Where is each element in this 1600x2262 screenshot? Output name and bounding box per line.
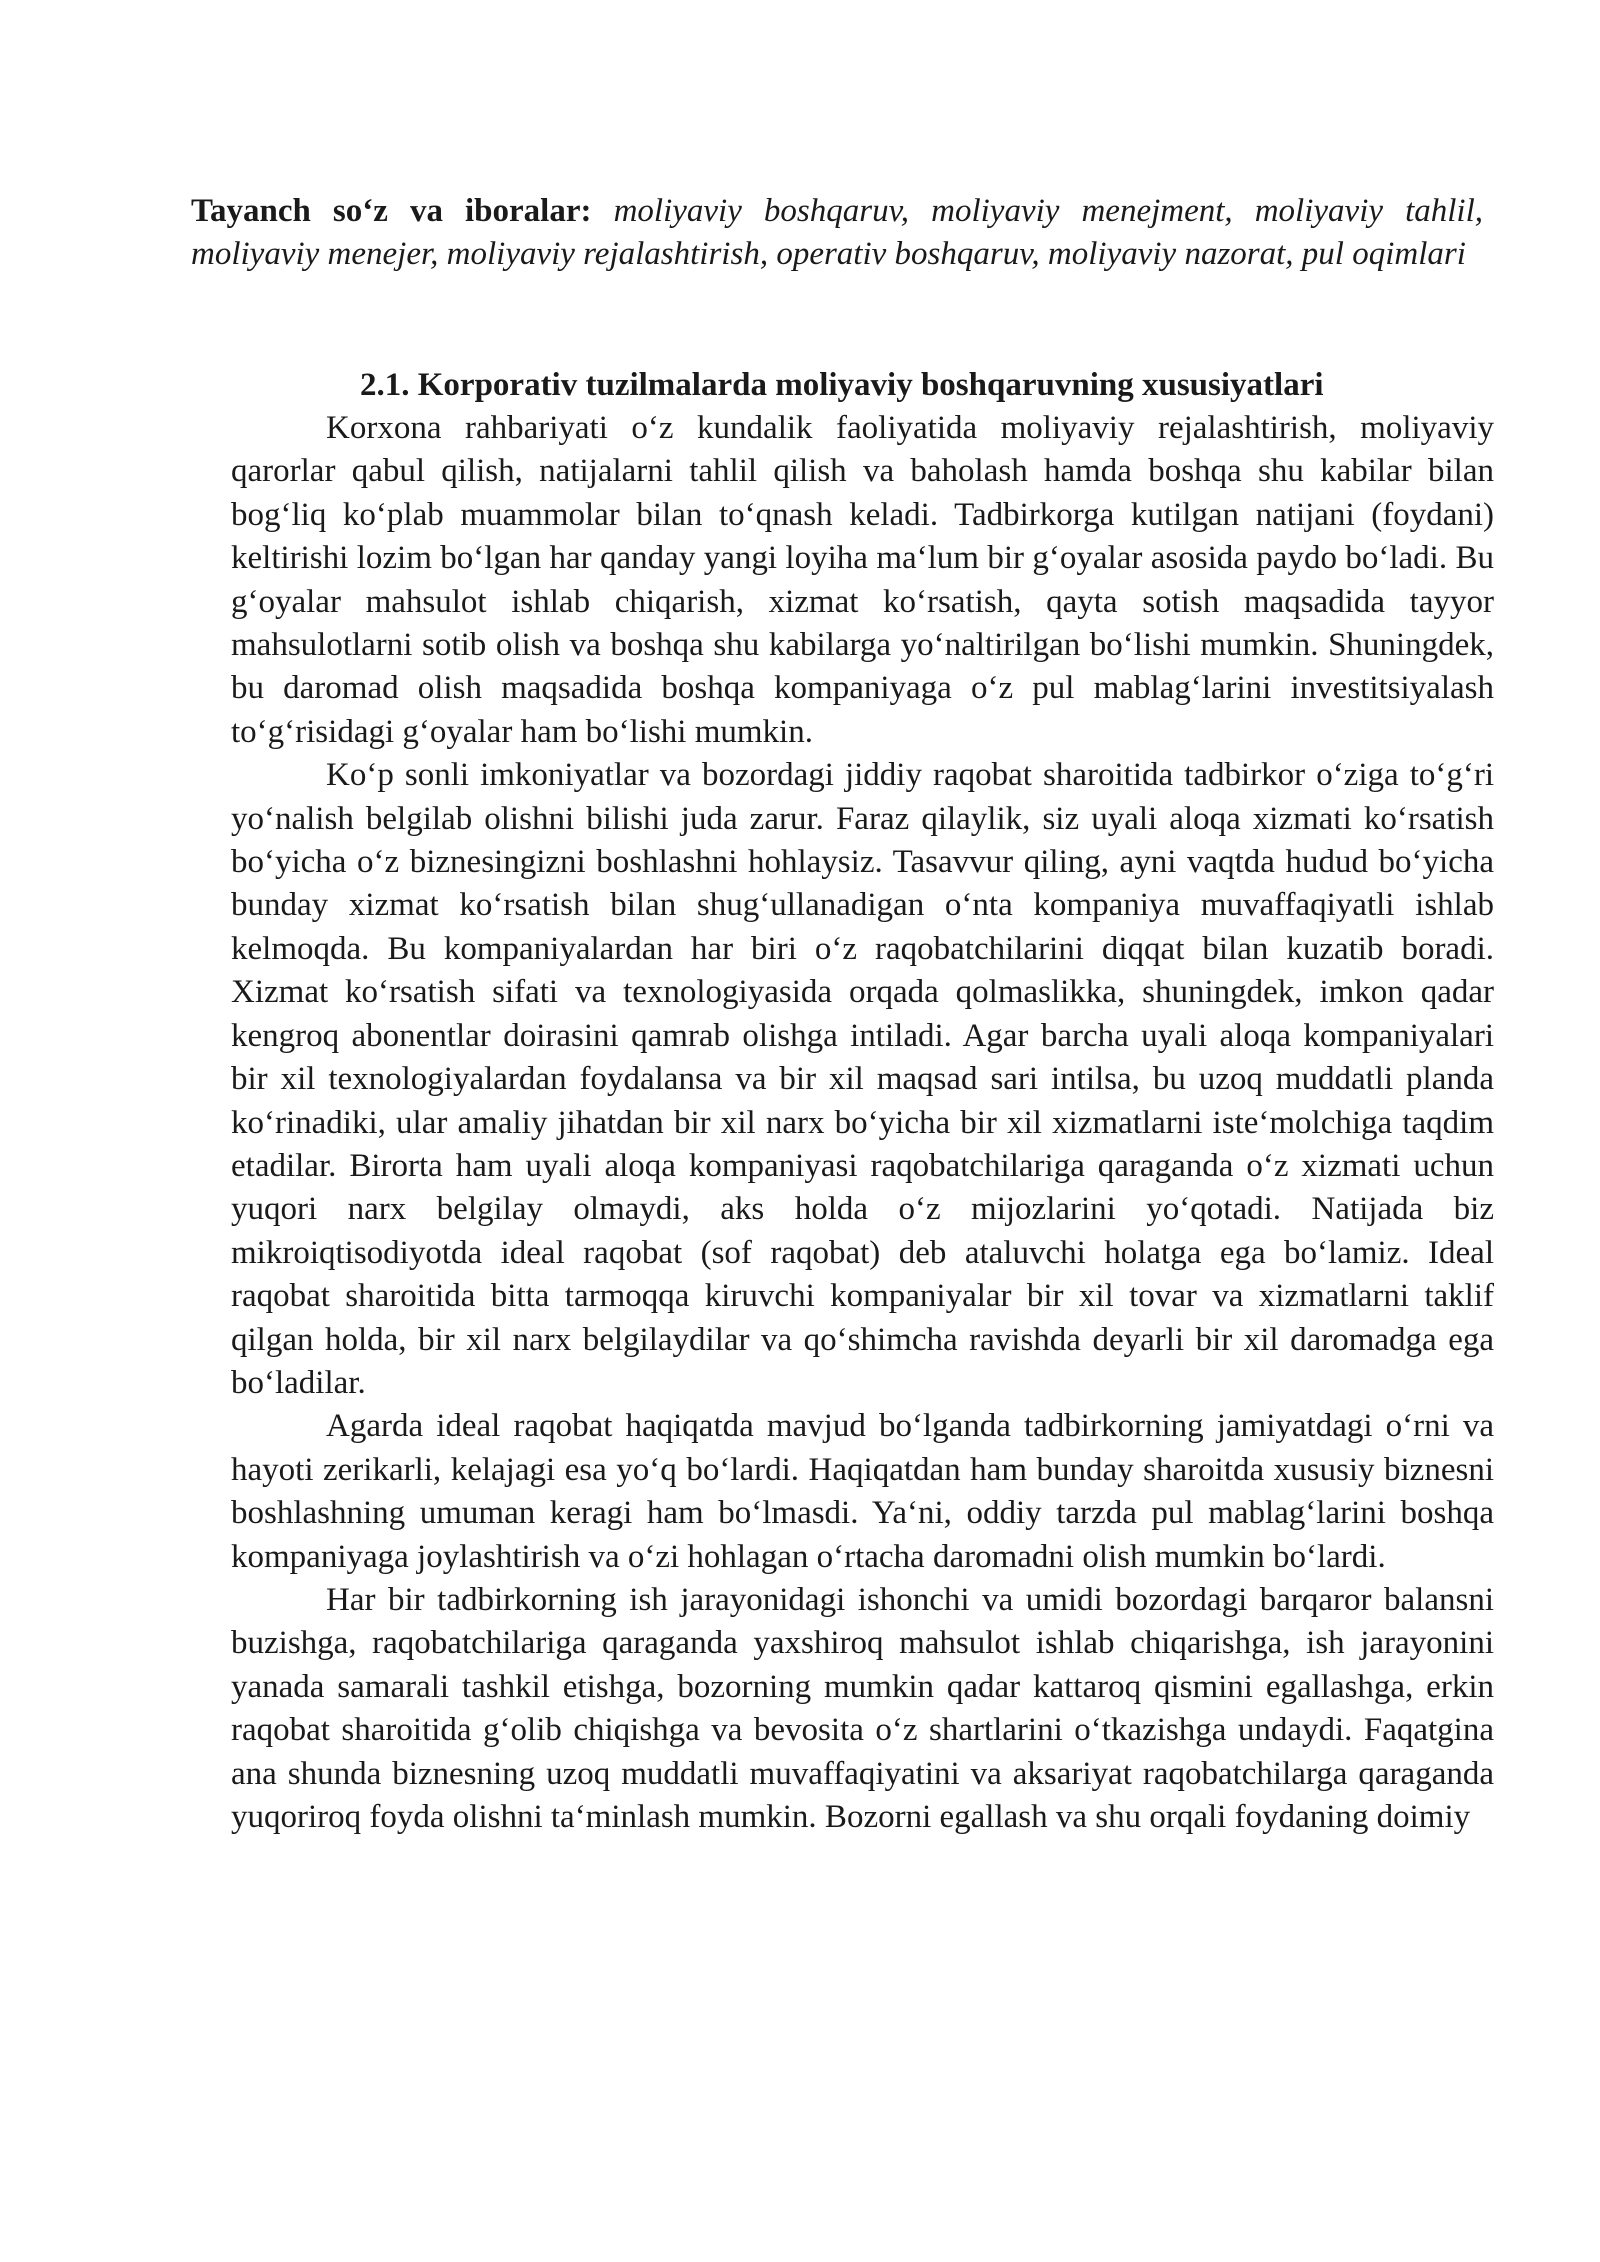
paragraph: Ko‘p sonli imkoniyatlar va bozordagi jiddiy raqobat sharoitida tadbirkor o‘ziga to‘g‘ri yo‘nalish belgilab olishni bilishi juda zarur. Faraz qilaylik, siz uyali aloqa xizmati ko‘rsatish bo‘yicha o‘z biznesingizni boshlashni hohlaysiz. Tasavvur qiling, ayni vaqtda hudud bo‘yicha bunday xizmat ko‘rsatish bilan shug‘ullanadigan o‘nta kompaniya muvaffaqiyatli ishlab kelmoqda. Bu kompaniyalardan har biri o‘z raqobatchilarini diqqat bilan kuzatib boradi. Xizmat ko‘rsatish sifati va texnologiyasida orqada qolmaslikka, shuningdek, imkon qadar kengroq abonentlar doirasini qamrab olishga intiladi. Agar barcha uyali aloqa kompaniyalari bir xil texnologiyalardan foydalansa va bir xil maqsad sari intilsa, bu uzoq muddatli planda ko‘rinadiki, ular amaliy jihatdan bir xil narx bo‘yicha bir xil xizmatlarni iste‘molchiga taqdim etadilar. Birorta ham uyali aloqa kompaniyasi raqobatchilariga qaraganda o‘z xizmati uchun yuqori narx belgilay olmaydi, aks holda o‘z mijozlarini yo‘qotadi. Natijada biz mikroiqtisodiyotda ideal raqobat (sof raqobat) deb ataluvchi holatga ega bo‘lamiz. Ideal raqobat sharoitida bitta tarmoqqa kiruvchi kompaniyalar bir xil tovar va xizmatlarni taklif qilgan holda, bir xil narx belgilaydilar va qo‘shimcha ravishda deyarli bir xil daromadga ega bo‘ladilar. — [231, 757, 1494, 1401]
keywords-block — [191, 190, 1483, 276]
paragraph: Har bir tadbirkorning ish jarayonidagi ishonchi va umidi bozordagi barqaror balansni buzishga, raqobatchilariga qaraganda yaxshiroq mahsulot ishlab chiqarishga, ish jarayonini yanada samarali tashkil etishga, bozorning mumkin qadar kattaroq qismini egallashga, erkin raqobat sharoitida g‘olib chiqishga va bevosita o‘z shartlarini o‘tkazishga undaydi. Faqatgina ana shunda biznesning uzoq muddatli muvaffaqiyatini va aksariyat raqobatchilarga qaraganda yuqoriroq foyda olishni ta‘minlash mumkin. Bozorni egallash va shu orqali foydaning doimiy — [231, 1581, 1494, 1835]
paragraph: Agarda ideal raqobat haqiqatda mavjud bo‘lganda tadbirkorning jamiyatdagi o‘rni va hayoti zerikarli, kelajagi esa yo‘q bo‘lardi. Haqiqatdan ham bunday sharoitda xususiy biznesni boshlashning umuman keragi ham bo‘lmasdi. Ya‘ni, oddiy tarzda pul mablag‘larini boshqa kompaniyaga joylashtirish va o‘zi hohlagan o‘rtacha daromadni olish mumkin bo‘lardi. — [231, 1408, 1494, 1575]
section-heading: 2.1. Korporativ tuzilmalarda moliyaviy boshqaruvning xususiyatlari — [360, 367, 1324, 403]
keywords-label: Tayanch so‘z va iboralar: — [191, 193, 592, 229]
body-text — [231, 407, 1494, 1839]
keywords-list: moliyaviy boshqaruv, moliyaviy menejment, moliyaviy tahlil, moliyaviy menejer, moliyaviy rejalashtirish, operativ boshqaruv, moliyaviy nazorat, pul oqimlari — [191, 193, 1483, 272]
paragraph: Korxona rahbariyati o‘z kundalik faoliyatida moliyaviy rejalashtirish, moliyaviy qarorlar qabul qilish, natijalarni tahlil qilish va baholash hamda boshqa shu kabilar bilan bog‘liq ko‘plab muammolar bilan to‘qnash keladi. Tadbirkorga kutilgan natijani (foydani) keltirishi lozim bo‘lgan har qanday yangi loyiha ma‘lum bir g‘oyalar asosida paydo bo‘ladi. Bu g‘oyalar mahsulot ishlab chiqarish, xizmat ko‘rsatish, qayta sotish maqsadida tayyor mahsulotlarni sotib olish va boshqa shu kabilarga yo‘naltirilgan bo‘lishi mumkin. Shuningdek, bu daromad olish maqsadida boshqa kompaniyaga o‘z pul mablag‘larini investitsiyalash to‘g‘risidagi g‘oyalar ham bo‘lishi mumkin. — [231, 410, 1494, 750]
